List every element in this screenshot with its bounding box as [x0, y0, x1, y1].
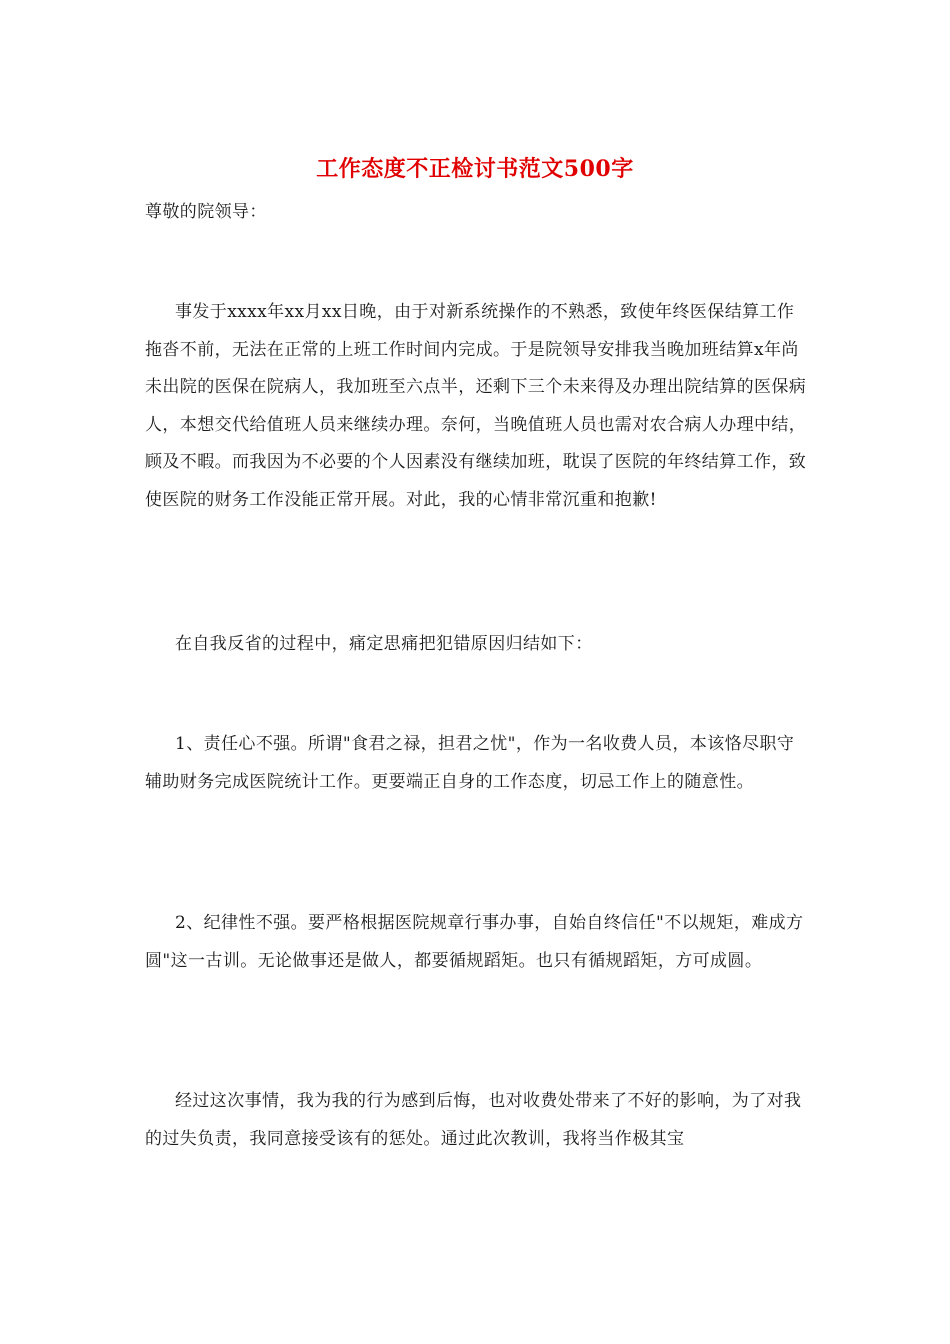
- paragraph-reason-2: 2、纪律性不强。要严格根据医院规章行事办事，自始自终信任"不以规矩，难成方圆"这一古训。无论做事还是做人，都要循规蹈矩。也只有循规蹈矩，方可成圆。: [145, 913, 804, 971]
- document-title: 工作态度不正检讨书范文500字: [316, 156, 634, 182]
- paragraph-conclusion: 经过这次事情，我为我的行为感到后悔，也对收费处带来了不好的影响，为了对我的过失负责，我同意接受该有的惩处。通过此次教训，我将当作极其宝: [145, 1091, 802, 1149]
- salutation: 尊敬的院领导：: [145, 202, 267, 222]
- paragraph-reason-1: 1、责任心不强。所谓"食君之禄，担君之忧"，作为一名收费人员，本该恪尽职守辅助财务完成医院统计工作。更要端正自身的工作态度，切忌工作上的随意性。: [145, 734, 795, 792]
- paragraph-incident: 事发于xxxx年xx月xx日晚，由于对新系统操作的不熟悉，致使年终医保结算工作拖沓不前，无法在正常的上班工作时间内完成。于是院领导安排我当晚加班结算x年尚未出院的医保在院病人，我加班至六点半，还剩下三个未来得及办理出院结算的医保病人，本想交代给值班人员来继续办理。奈何，当晚值班人员也需对农合病人办理中结，顾及不暇。而我因为不必要的个人因素没有继续加班，耽误了医院的年终结算工作，致使医院的财务工作没能正常开展。对此，我的心情非常沉重和抱歉!: [145, 302, 807, 510]
- paragraph-reflection-intro: 在自我反省的过程中，痛定思痛把犯错原因归结如下：: [175, 634, 593, 654]
